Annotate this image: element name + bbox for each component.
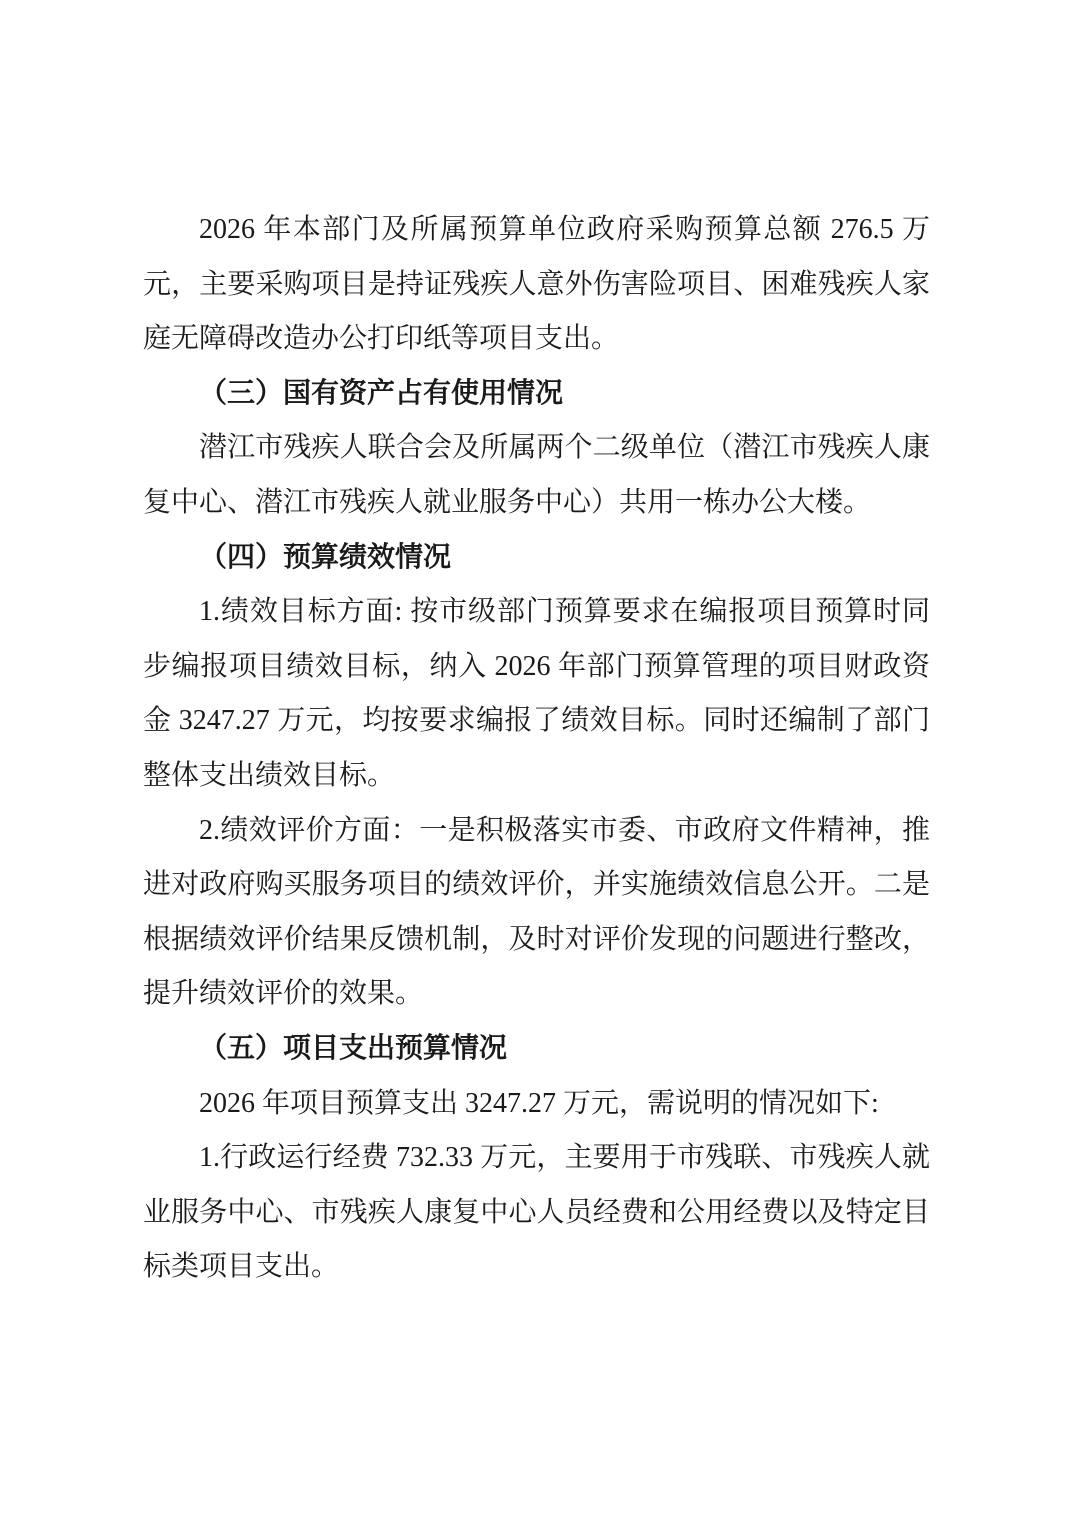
document-text-block [143,203,930,1295]
paragraph-performance-evaluation: 2.绩效评价方面：一是积极落实市委、市政府文件精神，推进对政府购买服务项目的绩效评价，并实施绩效信息公开。二是根据绩效评价结果反馈机制，及时对评价发现的问题进行整改，提升绩效评价的效果。 [143,814,930,1010]
paragraph-performance-goals: 1.绩效目标方面: 按市级部门预算要求在编报项目预算时同步编报项目绩效目标，纳入 2026 年部门预算管理的项目财政资金 3247.27 万元，均按要求编报了绩效目标。同时还编制了部门整体支出绩效目标。 [143,596,930,791]
paragraph-procurement-budget: 2026 年本部门及所属预算单位政府采购预算总额 276.5 万元，主要采购项目是持证残疾人意外伤害险项目、困难残疾人家庭无障碍改造办公打印纸等项目支出。 [143,214,930,355]
section-heading-state-assets: （三）国有资产占有使用情况 [199,377,564,409]
paragraph-state-assets: 潜江市残疾人联合会及所属两个二级单位（潜江市残疾人康复中心、潜江市残疾人就业服务中心）共用一栋办公大楼。 [143,432,930,518]
section-heading-project-expenditure: （五）项目支出预算情况 [199,1032,508,1064]
paragraph-administrative-operating-expense: 1.行政运行经费 732.33 万元，主要用于市残联、市残疾人就业服务中心、市残疾人康复中心人员经费和公用经费以及特定目标类项目支出。 [143,1142,930,1283]
section-heading-budget-performance: （四）预算绩效情况 [199,541,452,573]
paragraph-project-expenditure-intro: 2026 年项目预算支出 3247.27 万元，需说明的情况如下: [199,1087,879,1119]
